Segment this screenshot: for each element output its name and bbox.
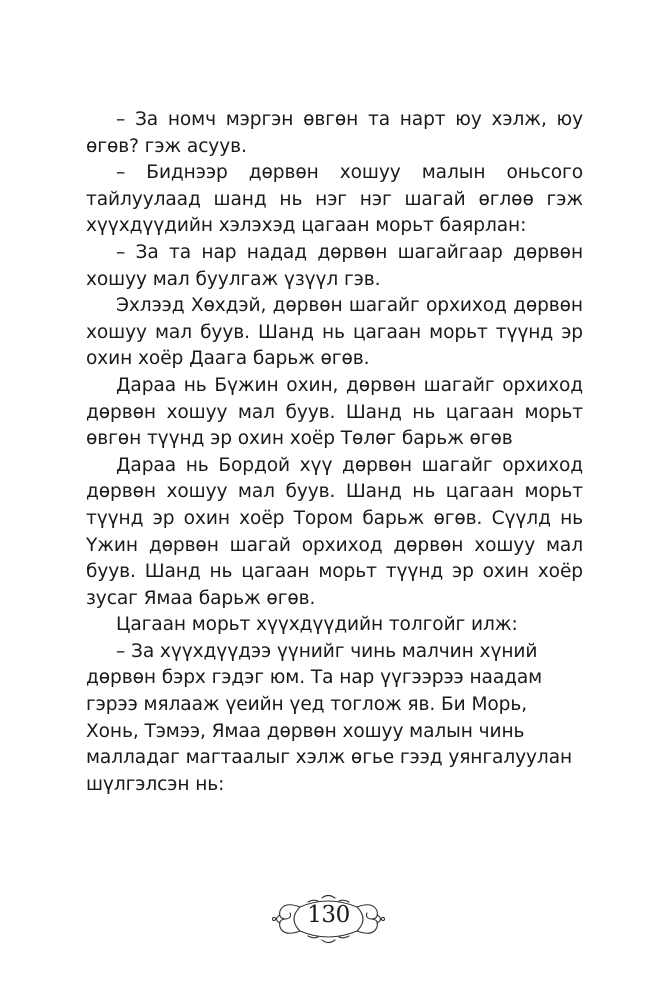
paragraph: – За номч мэргэн өвгөн та нарт юу хэлж, юу өгөв? гэж асуув. — [86, 109, 583, 157]
paragraph: Эхлээд Хөхдэй, дөрвөн шагайг орхиход дөрвөн хошуу мал буув. Шанд нь цагаан морьт түүнд эр охин хоёр Даага барьж өгөв. — [86, 295, 583, 370]
page-number: 130 — [307, 902, 350, 928]
paragraph: – За та нар надад дөрвөн шагайгаар дөрвөн хошуу мал буулгаж үзүүл гэв. — [86, 241, 583, 290]
paragraph: Дараа нь Бүжин охин, дөрвөн шагайг орхиход дөрвөн хошуу мал буув. Шанд нь цагаан морьт өвгөн түүнд эр охин хоёр Төлөг барьж өгөв — [86, 374, 583, 450]
page-number-ornament — [270, 893, 387, 945]
paragraph: Цагаан морьт хүүхдүүдийн толгойг илж: — [116, 614, 518, 636]
paragraph: – Биднээр дөрвөн хошуу малын оньсого тайлуулаад шанд нь нэг нэг шагай өглөө гэж хүүхдүүдийн хэлэхэд цагаан морьт баярлан: — [86, 162, 583, 237]
body-text — [86, 107, 583, 798]
paragraph: Дараа нь Бордой хүү дөрвөн шагайг орхиход дөрвөн хошуу мал буув. Шанд нь цагаан морьт түүнд эр охин хоёр Тором барьж өгөв. Сүүлд нь Үжин дөрвөн шагай орхиход дөрвөн хошуу мал буув. Шанд нь цагаан морьт түүнд эр охин хоёр зусаг Ямаа барьж өгөв. — [86, 454, 583, 609]
paragraph: – За хүүхдүүдээ үүнийг чинь малчин хүний дөрвөн бэрх гэдэг юм. Та нар үүгээрээ наадам гэрээ мялааж үеийн үед тоглож яв. Би Морь, Хонь, Тэмээ, Ямаа дөрвөн хошуу малын чинь малладаг магтаалыг хэлж өгье гээд уянгалуулан шүлгэлсэн нь: — [86, 640, 573, 795]
